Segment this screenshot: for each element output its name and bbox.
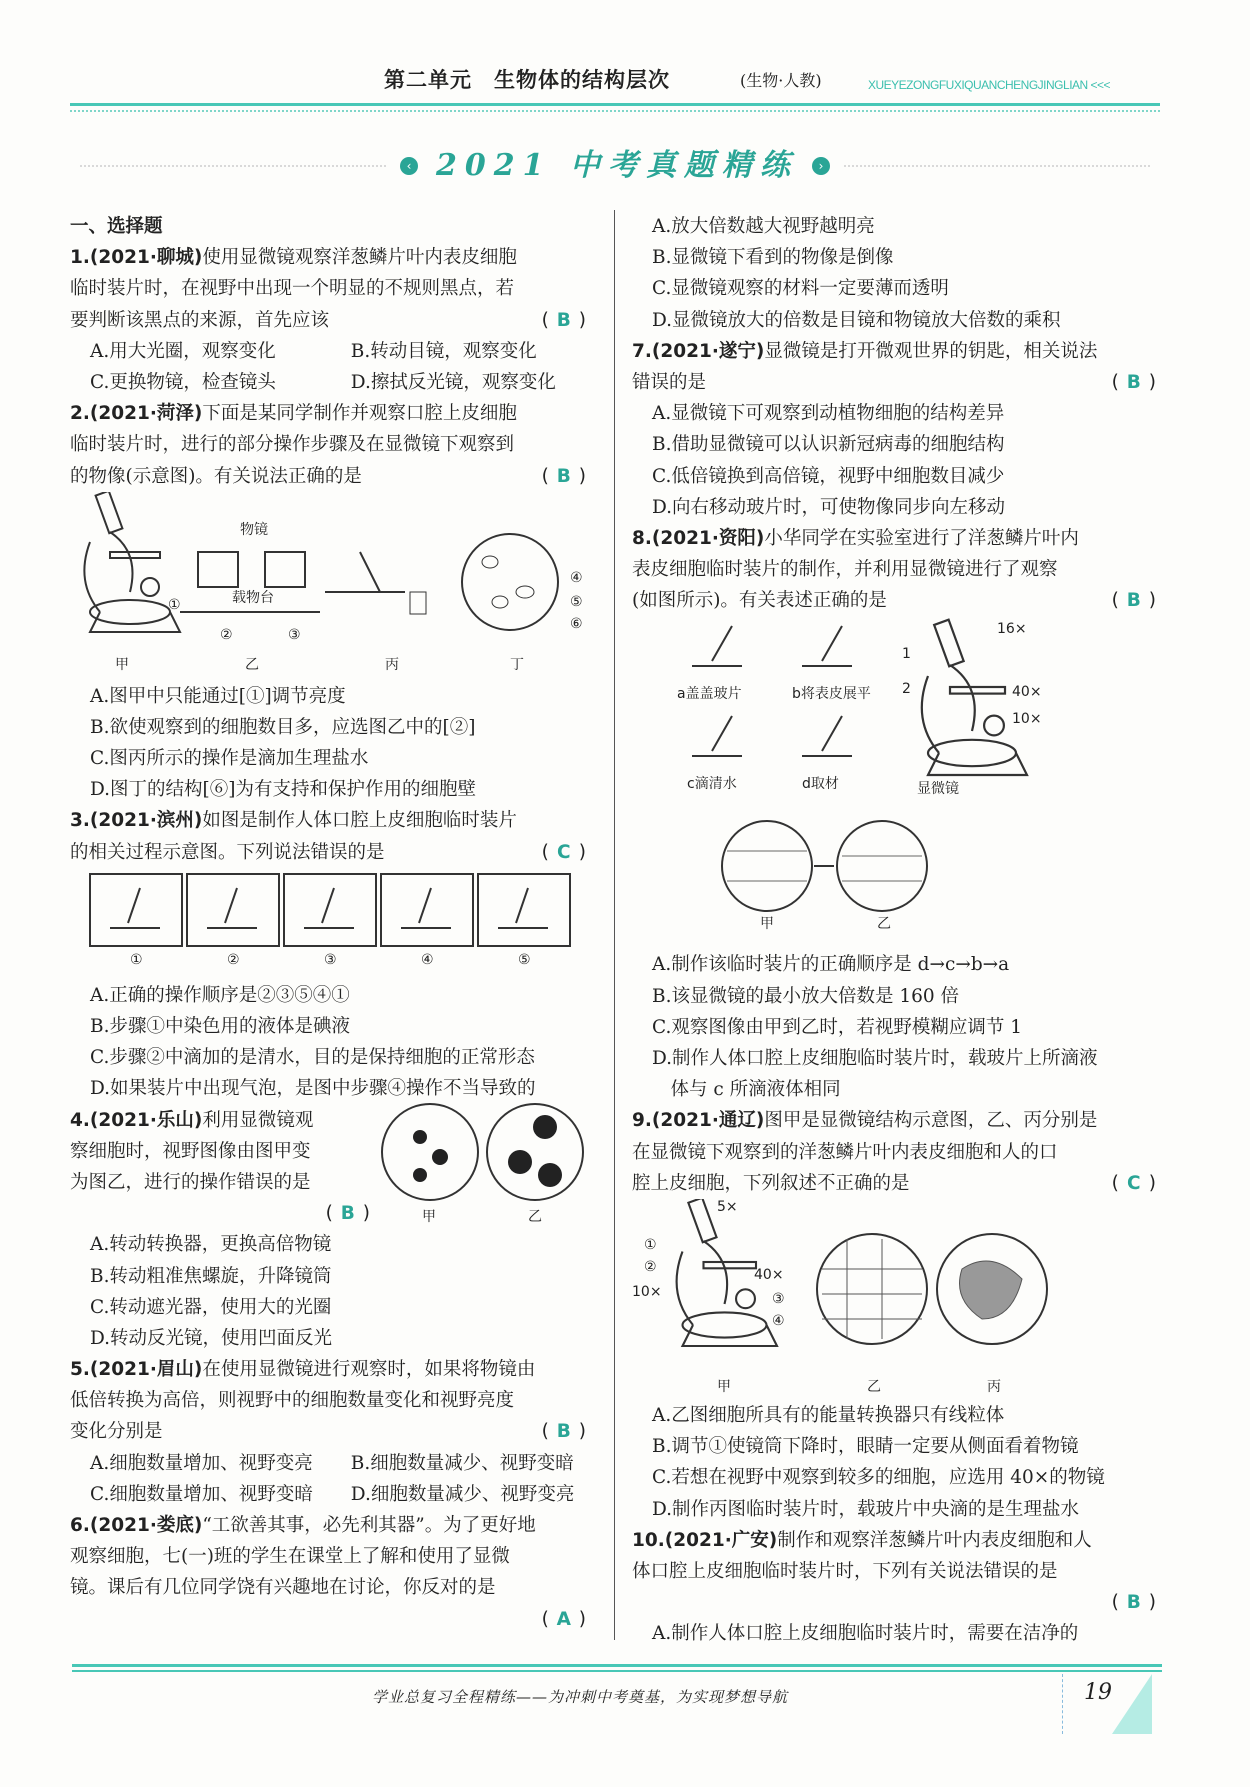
answer-letter: B — [1126, 1592, 1141, 1614]
figure-label: 2 — [902, 681, 911, 698]
question-line — [632, 1105, 1160, 1136]
question-text: 显微镜是打开微观世界的钥匙，相关说法 — [764, 340, 1098, 362]
question-line — [632, 1137, 1160, 1168]
figure-label: 甲 — [717, 1378, 731, 1395]
option-a: B.步骤①中染色用的液体是碘液 — [90, 1016, 350, 1037]
figure-label: 丙 — [385, 656, 399, 673]
figure-label: 乙 — [245, 656, 259, 673]
question-source: 3.(2021·滨州) — [70, 810, 203, 832]
question-line — [70, 461, 590, 492]
page-number: 19 — [1084, 1680, 1112, 1705]
option-a: C.若想在视野中观察到较多的细胞，应选用 40×的物镜 — [652, 1467, 1105, 1489]
figure-label: ④ — [570, 569, 583, 586]
question-source: 8.(2021·资阳) — [632, 527, 765, 549]
option-a: C.细胞数量增加、视野变暗 — [90, 1483, 313, 1505]
option-line — [70, 1292, 590, 1323]
section-heading — [70, 211, 590, 242]
option-line — [632, 461, 1160, 492]
figure-label: ② — [644, 1258, 657, 1275]
figure-label: 显微镜 — [917, 781, 959, 798]
figure-label: ② — [227, 951, 240, 968]
option-a: C.显微镜观察的材料一定要薄而透明 — [652, 278, 949, 300]
option-line — [632, 305, 1160, 336]
option-a: C.转动遮光器，使用大的光圈 — [90, 1296, 332, 1318]
option-line — [632, 949, 1160, 980]
question-line — [632, 554, 1160, 585]
option-a: D.图丁的结构[⑥]为有支持和保护作用的细胞壁 — [90, 779, 476, 801]
option-a: D.制作丙图临时装片时，载玻片中央滴的是生理盐水 — [652, 1498, 1080, 1520]
question-text: 腔上皮细胞，下列叙述不正确的是 — [632, 1172, 910, 1194]
option-a: A.制作该临时装片的正确顺序是 d→c→b→a — [652, 954, 1010, 976]
option-line — [70, 712, 590, 743]
figure-label: 40× — [1012, 684, 1042, 701]
option-a: D.如果装片中出现气泡，是图中步骤④操作不当导致的 — [90, 1078, 536, 1100]
question-source: 6.(2021·娄底) — [70, 1515, 203, 1536]
banner-title: 2021 中考真题精练 — [436, 148, 798, 183]
figure-label: ② — [220, 626, 233, 643]
question-text: 如图是制作人体口腔上皮细胞临时装片 — [202, 810, 517, 832]
right-column — [632, 211, 1160, 1649]
footer-rule-2 — [72, 1670, 1162, 1672]
option-a: A.正确的操作顺序是②③⑤④① — [90, 984, 350, 1006]
header-rule — [70, 103, 1160, 106]
option-line — [632, 242, 1160, 273]
figure-fig8 — [632, 616, 1160, 949]
question-text: 在显微镜下观察到的洋葱鳞片叶内表皮细胞和人的口 — [632, 1141, 1058, 1163]
option-line — [70, 743, 590, 774]
question-line — [70, 242, 590, 273]
option-line — [632, 1431, 1160, 1462]
figure-label: 40× — [754, 1266, 784, 1283]
question-line — [70, 1416, 590, 1447]
answer-letter: B — [1126, 590, 1141, 612]
option-line — [70, 336, 590, 367]
figure-label: ① — [168, 596, 181, 613]
question-line — [632, 1556, 1160, 1587]
question-line — [632, 1525, 1160, 1556]
option-line — [70, 774, 590, 805]
option-a: C.图丙所示的操作是滴加生理盐水 — [90, 748, 369, 770]
option-a: A.用大光圈，观察变化 — [90, 340, 276, 362]
question-text: 制作和观察洋葱鳞片叶内表皮细胞和人 — [777, 1529, 1092, 1551]
question-line — [632, 367, 1160, 398]
question-text: 为图乙，进行的操作错误的是 — [70, 1171, 311, 1193]
question-text: 图甲是显微镜结构示意图，乙、丙分别是 — [764, 1110, 1098, 1132]
answer-letter: B — [340, 1203, 355, 1225]
question-text: “工欲善其事，必先利其器”。为了更好地 — [202, 1515, 536, 1536]
question-source: 5.(2021·眉山) — [70, 1359, 203, 1381]
question-text: 镜。课后有几位同学饶有兴趣地在讨论，你反对的是 — [70, 1577, 496, 1599]
figure-label: ④ — [421, 951, 434, 968]
question-text: 低倍转换为高倍，则视野中的细胞数量变化和视野亮度 — [70, 1390, 515, 1412]
option-line — [632, 429, 1160, 460]
question-text: 错误的是 — [632, 371, 707, 393]
option-a: C.低倍镜换到高倍镜，视野中细胞数目减少 — [652, 465, 1005, 487]
question-line — [70, 837, 590, 868]
option-line — [632, 1618, 1160, 1649]
question-text: 小华同学在实验室进行了洋葱鳞片叶内 — [764, 527, 1079, 549]
option-a: C.更换物镜，检查镜头 — [90, 371, 276, 393]
question-text: 的相关过程示意图。下列说法错误的是 — [70, 841, 385, 863]
figure-fig2 — [70, 492, 590, 681]
answer-bracket: ( B ) — [326, 1198, 370, 1229]
answer-letter: A — [556, 1608, 571, 1630]
answer-bracket: ( B ) — [542, 305, 586, 336]
answer-letter: B — [1126, 371, 1141, 393]
banner-dots-left — [80, 165, 386, 167]
figure-label: ④ — [772, 1312, 785, 1329]
page-footer — [72, 1664, 1162, 1706]
question-text: (如图所示)。有关表述正确的是 — [632, 590, 887, 612]
question-source: 7.(2021·遂宁) — [632, 340, 765, 362]
figure-label: ⑥ — [570, 615, 583, 632]
question-text: 察细胞时，视野图像由图甲变 — [70, 1140, 311, 1162]
figure-label: 5× — [717, 1198, 738, 1215]
answer-letter: C — [1126, 1172, 1141, 1194]
option-line — [632, 1462, 1160, 1493]
figure-fig9 — [632, 1199, 1160, 1400]
figure-label: 10× — [632, 1283, 662, 1300]
option-line — [632, 211, 1160, 242]
question-line — [70, 1167, 590, 1198]
question-text: 表皮细胞临时装片的制作，并利用显微镜进行了观察 — [632, 559, 1058, 581]
option-a: B.转动粗准焦螺旋，升降镜筒 — [90, 1265, 332, 1287]
question-text: 下面是某同学制作并观察口腔上皮细胞 — [202, 403, 517, 425]
chevron-right-icon: › — [812, 157, 830, 175]
question-line — [632, 336, 1160, 367]
option-line — [632, 398, 1160, 429]
question-text: 临时装片时，在视野中出现一个明显的不规则黑点，若 — [70, 278, 515, 300]
answer-letter: C — [556, 841, 571, 863]
option-a: A.显微镜下可观察到动植物细胞的结构差异 — [652, 403, 1005, 425]
option-a: A.细胞数量增加、视野变亮 — [90, 1452, 313, 1474]
option-a: A.制作人体口腔上皮细胞临时装片时，需要在洁净的 — [652, 1623, 1079, 1645]
figure-label: b将表皮展平 — [792, 686, 871, 703]
question-line — [70, 1572, 590, 1603]
question-line — [70, 1385, 590, 1416]
question-line — [70, 1354, 590, 1385]
figure-label: 甲 — [760, 916, 774, 933]
question-line — [70, 1510, 590, 1541]
figure-label: 10× — [1012, 711, 1042, 728]
option-a: D.向右移动玻片时，可使物像同步向左移动 — [652, 496, 1006, 518]
option-line — [632, 1074, 1160, 1105]
figure-label: 乙 — [528, 1208, 542, 1225]
footer-rule — [72, 1664, 1162, 1667]
question-text: 使用显微镜观察洋葱鳞片叶内表皮细胞 — [202, 247, 517, 269]
figure-label: 丙 — [987, 1378, 1001, 1395]
answer-letter: B — [556, 1421, 571, 1443]
figure-label: d取材 — [802, 776, 839, 793]
left-column — [70, 211, 590, 1635]
figure-label: 载物台 — [232, 589, 274, 606]
section-title: 一、选择题 — [70, 216, 163, 237]
question-source: 1.(2021·聊城) — [70, 247, 203, 269]
option-b: D.细胞数量减少、视野变亮 — [350, 1483, 575, 1505]
answer-bracket: ( B ) — [1112, 367, 1156, 398]
option-b: B.转动目镜，观察变化 — [350, 340, 537, 362]
figure-label: a盖盖玻片 — [677, 686, 742, 703]
question-line — [70, 1198, 590, 1229]
answer-bracket: ( B ) — [542, 461, 586, 492]
option-line — [70, 367, 590, 398]
option-a: C.步骤②中滴加的是清水，目的是保持细胞的正常形态 — [90, 1047, 535, 1069]
figure-label: ① — [130, 951, 143, 968]
figure-label: 丁 — [510, 656, 524, 673]
question-line — [632, 523, 1160, 554]
option-line — [70, 1011, 590, 1042]
subject-label: (生物·人教) — [740, 71, 822, 90]
question-text: 临时装片时，进行的部分操作步骤及在显微镜下观察到 — [70, 434, 515, 456]
option-line — [632, 1012, 1160, 1043]
figure-label: 16× — [997, 621, 1027, 638]
figure-fig3 — [70, 868, 590, 980]
unit-title: 第二单元 生物体的结构层次 — [384, 68, 670, 92]
question-text: 的物像(示意图)。有关说法正确的是 — [70, 465, 362, 487]
option-line — [632, 1043, 1160, 1074]
option-a: D.转动反光镜，使用凹面反光 — [90, 1327, 333, 1349]
question-text: 体口腔上皮细胞临时装片时，下列有关说法错误的是 — [632, 1560, 1058, 1582]
figure-label: c滴清水 — [687, 776, 737, 793]
question-line — [70, 1604, 590, 1635]
option-a: A.图甲中只能通过[①]调节亮度 — [90, 685, 346, 707]
question-line — [70, 305, 590, 336]
answer-letter: B — [556, 465, 571, 487]
footer-divider — [1062, 1674, 1063, 1734]
question-line — [70, 1136, 590, 1167]
option-line — [70, 1479, 590, 1510]
option-a: B.调节①使镜筒下降时，眼睛一定要从侧面看着物镜 — [652, 1436, 1079, 1458]
answer-bracket: ( C ) — [1112, 1168, 1156, 1199]
option-line — [70, 1448, 590, 1479]
question-source: 2.(2021·菏泽) — [70, 403, 203, 425]
question-line — [70, 273, 590, 304]
answer-letter: B — [556, 309, 571, 331]
answer-bracket: ( B ) — [1112, 1587, 1156, 1618]
figure-label: 甲 — [422, 1208, 436, 1225]
option-line — [70, 1323, 590, 1354]
question-text: 要判断该黑点的来源，首先应该 — [70, 309, 330, 331]
chevron-left-icon: ‹ — [400, 157, 418, 175]
question-text: 变化分别是 — [70, 1421, 163, 1443]
footer-slogan: 学业总复习全程精练——为冲刺中考奠基，为实现梦想导航 — [372, 1688, 789, 1706]
question-source: 10.(2021·广安) — [632, 1529, 778, 1551]
answer-bracket: ( C ) — [542, 837, 586, 868]
option-a: B.欲使观察到的细胞数目多，应选图乙中的[②] — [90, 716, 476, 738]
question-text: 利用显微镜观 — [202, 1109, 314, 1131]
option-line — [632, 492, 1160, 523]
option-line — [70, 1229, 590, 1260]
question-text: 在使用显微镜进行观察时，如果将物镜由 — [202, 1359, 536, 1381]
option-a: A.乙图细胞所具有的能量转换器只有线粒体 — [652, 1404, 1005, 1426]
question-line — [70, 1541, 590, 1572]
figure-label: ① — [644, 1236, 657, 1253]
figure-label: ③ — [288, 626, 301, 643]
option-a: 体与 c 所滴液体相同 — [652, 1079, 841, 1101]
question-line — [632, 1587, 1160, 1618]
option-line — [632, 981, 1160, 1012]
option-b: D.擦拭反光镜，观察变化 — [350, 371, 556, 393]
question-line — [632, 585, 1160, 616]
figure-label: ⑤ — [570, 593, 583, 610]
option-line — [632, 273, 1160, 304]
option-a: B.借助显微镜可以认识新冠病毒的细胞结构 — [652, 434, 1005, 456]
question-text: 观察细胞，七(一)班的学生在课堂上了解和使用了显微 — [70, 1546, 510, 1568]
figure-label: 甲 — [115, 656, 129, 673]
option-b: B.细胞数量减少、视野变暗 — [350, 1452, 574, 1474]
header-dotted-rule — [70, 110, 1160, 112]
option-a: D.制作人体口腔上皮细胞临时装片时，载玻片上所滴液 — [652, 1048, 1098, 1069]
figure-label: 物镜 — [240, 521, 268, 538]
question-line — [632, 1168, 1160, 1199]
option-line — [632, 1400, 1160, 1431]
banner-dots-right — [844, 165, 1150, 167]
section-banner — [80, 145, 1150, 187]
figure-label: ③ — [772, 1290, 785, 1307]
figure-label: ③ — [324, 951, 337, 968]
question-line — [70, 805, 590, 836]
figure-label: 乙 — [877, 916, 891, 933]
option-a: B.该显微镜的最小放大倍数是 160 倍 — [652, 985, 960, 1007]
option-a: C.观察图像由甲到乙时，若视野模糊应调节 1 — [652, 1016, 1023, 1038]
question-line — [70, 429, 590, 460]
option-line — [70, 1261, 590, 1292]
figure-label: 1 — [902, 646, 911, 663]
option-line — [70, 1042, 590, 1073]
option-a: D.显微镜放大的倍数是目镜和物镜放大倍数的乘积 — [652, 309, 1061, 331]
page-header — [0, 60, 1250, 100]
column-divider — [614, 210, 615, 1640]
answer-bracket: ( A ) — [542, 1604, 586, 1635]
option-a: A.放大倍数越大视野越明亮 — [652, 216, 875, 237]
option-line — [70, 681, 590, 712]
question-source: 9.(2021·通辽) — [632, 1110, 765, 1132]
question-line — [70, 398, 590, 429]
answer-bracket: ( B ) — [542, 1416, 586, 1447]
corner-decoration — [1112, 1674, 1152, 1734]
question-source: 4.(2021·乐山) — [70, 1109, 203, 1131]
option-a: A.转动转换器，更换高倍物镜 — [90, 1234, 332, 1256]
option-line — [70, 980, 590, 1011]
figure-label: ⑤ — [518, 951, 531, 968]
answer-bracket: ( B ) — [1112, 585, 1156, 616]
series-pinyin: XUEYEZONGFUXIQUANCHENGJINGLIAN <<< — [868, 78, 1111, 92]
figure-label: 乙 — [867, 1378, 881, 1395]
option-line — [632, 1494, 1160, 1525]
option-a: B.显微镜下看到的物像是倒像 — [652, 247, 894, 269]
